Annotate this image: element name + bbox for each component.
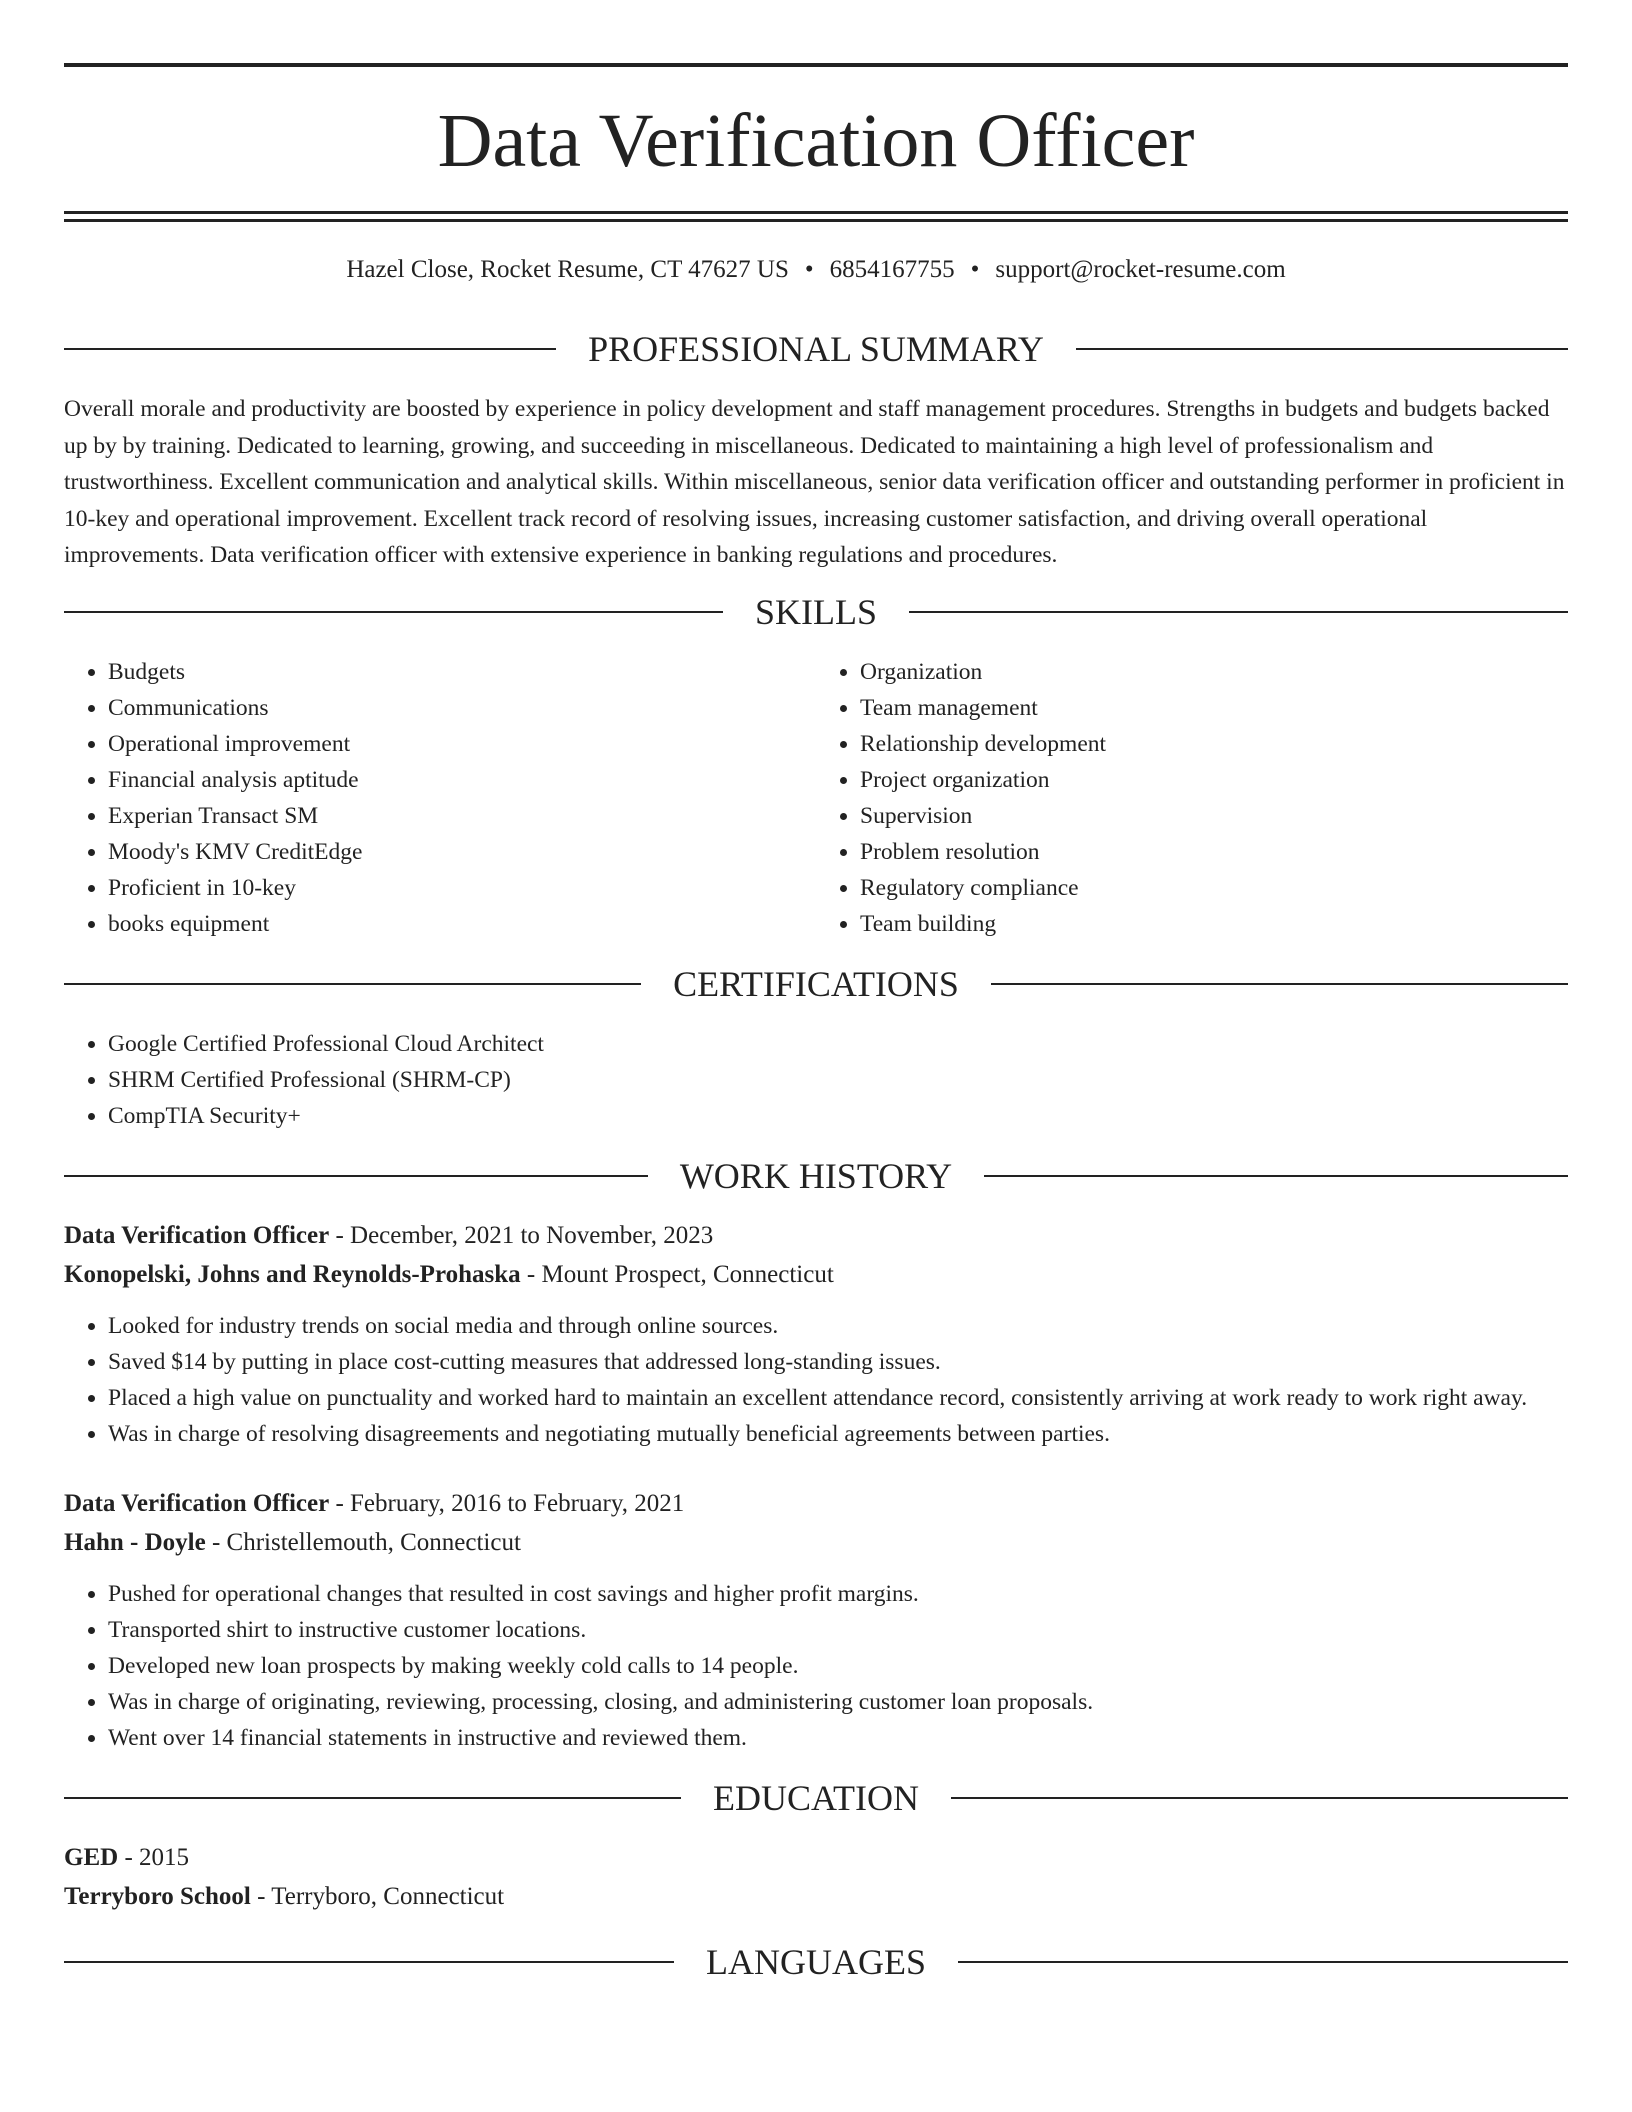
job-company: Hahn - Doyle bbox=[64, 1528, 206, 1556]
resume-page bbox=[64, 0, 1568, 1982]
skill-item: • Regulatory compliance bbox=[860, 870, 1568, 906]
title-double-rule bbox=[64, 211, 1568, 222]
job-title: Data Verification Officer bbox=[64, 1221, 330, 1249]
skill-item: • Relationship development bbox=[860, 726, 1568, 762]
section-header-summary bbox=[64, 329, 1568, 369]
section-header-languages bbox=[64, 1942, 1568, 1982]
section-header-skills bbox=[64, 592, 1568, 632]
skill-item: • books equipment bbox=[108, 906, 816, 942]
divider-line bbox=[64, 983, 641, 985]
job-bullets bbox=[64, 1576, 1568, 1756]
certification-item: • SHRM Certified Professional (SHRM-CP) bbox=[108, 1062, 1568, 1098]
job-company: Konopelski, Johns and Reynolds-Prohaska bbox=[64, 1260, 521, 1288]
contact-address: Hazel Close, Rocket Resume, CT 47627 US bbox=[346, 256, 789, 283]
divider-line bbox=[1076, 348, 1568, 350]
job-title-line bbox=[64, 1484, 1568, 1523]
job-bullet: • Developed new loan prospects by making weekly cold calls to 14 people. bbox=[108, 1648, 1568, 1684]
section-title: WORK HISTORY bbox=[679, 1155, 953, 1196]
job-location: - Christellemouth, Connecticut bbox=[205, 1528, 521, 1556]
skill-item: • Operational improvement bbox=[108, 726, 816, 762]
job-bullet: • Went over 14 financial statements in instructive and reviewed them. bbox=[108, 1720, 1568, 1756]
education-degree: GED bbox=[64, 1843, 119, 1871]
divider-line bbox=[64, 1797, 681, 1799]
education-school-line bbox=[64, 1877, 1568, 1916]
skill-item: • Experian Transact SM bbox=[108, 798, 816, 834]
certification-item: • Google Certified Professional Cloud Architect bbox=[108, 1026, 1568, 1062]
skill-item: • Team management bbox=[860, 690, 1568, 726]
job-title: Data Verification Officer bbox=[64, 1489, 330, 1517]
education-location: - Terryboro, Connecticut bbox=[250, 1882, 505, 1910]
contact-separator: • bbox=[970, 256, 980, 283]
education-degree-line bbox=[64, 1838, 1568, 1877]
job-bullet: • Transported shirt to instructive customer locations. bbox=[108, 1612, 1568, 1648]
contact-phone: 6854167755 bbox=[829, 256, 955, 283]
skill-item: • Supervision bbox=[860, 798, 1568, 834]
section-title: CERTIFICATIONS bbox=[673, 963, 959, 1004]
skills-column-left bbox=[64, 654, 816, 942]
section-header-certifications bbox=[64, 964, 1568, 1004]
skill-item: • Financial analysis aptitude bbox=[108, 762, 816, 798]
job-bullets bbox=[64, 1308, 1568, 1452]
summary-paragraph: Overall morale and productivity are boosted by experience in policy development and staff management procedures. Strengths in budgets and budgets backed up by by training. Dedicated to learning, growing, and succeeding in miscellaneous. Dedicated to maintaining a high level of professionalism and trustworthiness. Excellent communication and analytical skills. Within miscellaneous, senior data verification officer and outstanding performer in proficient in 10-key and operational improvement. Excellent track record of resolving issues, increasing customer satisfaction, and driving overall operational improvements. Data verification officer with extensive experience in banking regulations and procedures. bbox=[64, 396, 1565, 568]
resume-title: Data Verification Officer bbox=[437, 99, 1195, 183]
skill-item: • Problem resolution bbox=[860, 834, 1568, 870]
skill-item: • Communications bbox=[108, 690, 816, 726]
job-bullet: • Was in charge of resolving disagreements and negotiating mutually beneficial agreements between parties. bbox=[108, 1416, 1568, 1452]
skill-item: • Organization bbox=[860, 654, 1568, 690]
section-title: PROFESSIONAL SUMMARY bbox=[588, 329, 1044, 369]
divider-line bbox=[64, 1175, 648, 1177]
section-header-work-history bbox=[64, 1156, 1568, 1196]
job-bullet: • Pushed for operational changes that resulted in cost savings and higher profit margins. bbox=[108, 1576, 1568, 1612]
section-title: LANGUAGES bbox=[706, 1941, 926, 1982]
divider-line bbox=[991, 983, 1568, 985]
divider-line bbox=[958, 1961, 1568, 1963]
job-bullet: • Looked for industry trends on social media and through online sources. bbox=[108, 1308, 1568, 1344]
job-dates: - December, 2021 to November, 2023 bbox=[329, 1221, 714, 1249]
job-title-line bbox=[64, 1216, 1568, 1255]
education-school: Terryboro School bbox=[64, 1882, 251, 1910]
section-title: EDUCATION bbox=[713, 1777, 919, 1818]
contact-line bbox=[64, 255, 1568, 285]
skill-item: • Budgets bbox=[108, 654, 816, 690]
divider-line bbox=[984, 1175, 1568, 1177]
divider-line bbox=[951, 1797, 1568, 1799]
job-company-line bbox=[64, 1255, 1568, 1294]
contact-separator: • bbox=[804, 256, 814, 283]
skill-item: • Project organization bbox=[860, 762, 1568, 798]
job-bullet: • Was in charge of originating, reviewing, processing, closing, and administering customer loan proposals. bbox=[108, 1684, 1568, 1720]
job-bullet: • Saved $14 by putting in place cost-cutting measures that addressed long-standing issues. bbox=[108, 1344, 1568, 1380]
divider-line bbox=[909, 611, 1568, 613]
job-entry bbox=[64, 1216, 1568, 1452]
education-entry bbox=[64, 1838, 1568, 1916]
job-location: - Mount Prospect, Connecticut bbox=[520, 1260, 834, 1288]
divider-line bbox=[64, 611, 723, 613]
divider-line bbox=[64, 1961, 674, 1963]
skill-item: • Proficient in 10-key bbox=[108, 870, 816, 906]
top-rule bbox=[64, 63, 1568, 67]
education-year: - 2015 bbox=[118, 1843, 190, 1871]
contact-email: support@rocket-resume.com bbox=[995, 256, 1286, 283]
skill-item: • Team building bbox=[860, 906, 1568, 942]
skill-item: • Moody's KMV CreditEdge bbox=[108, 834, 816, 870]
skills-column-right bbox=[816, 654, 1568, 942]
section-title: SKILLS bbox=[755, 591, 878, 632]
job-bullet: • Placed a high value on punctuality and worked hard to maintain an excellent attendance record, consistently arriving at work ready to work right away. bbox=[108, 1380, 1568, 1416]
certifications-list bbox=[64, 1026, 1568, 1134]
job-entry bbox=[64, 1484, 1568, 1756]
job-dates: - February, 2016 to February, 2021 bbox=[329, 1489, 685, 1517]
certification-item: • CompTIA Security+ bbox=[108, 1098, 1568, 1134]
skills-list bbox=[64, 654, 1568, 942]
divider-line bbox=[64, 348, 556, 350]
job-company-line bbox=[64, 1523, 1568, 1562]
section-header-education bbox=[64, 1778, 1568, 1818]
